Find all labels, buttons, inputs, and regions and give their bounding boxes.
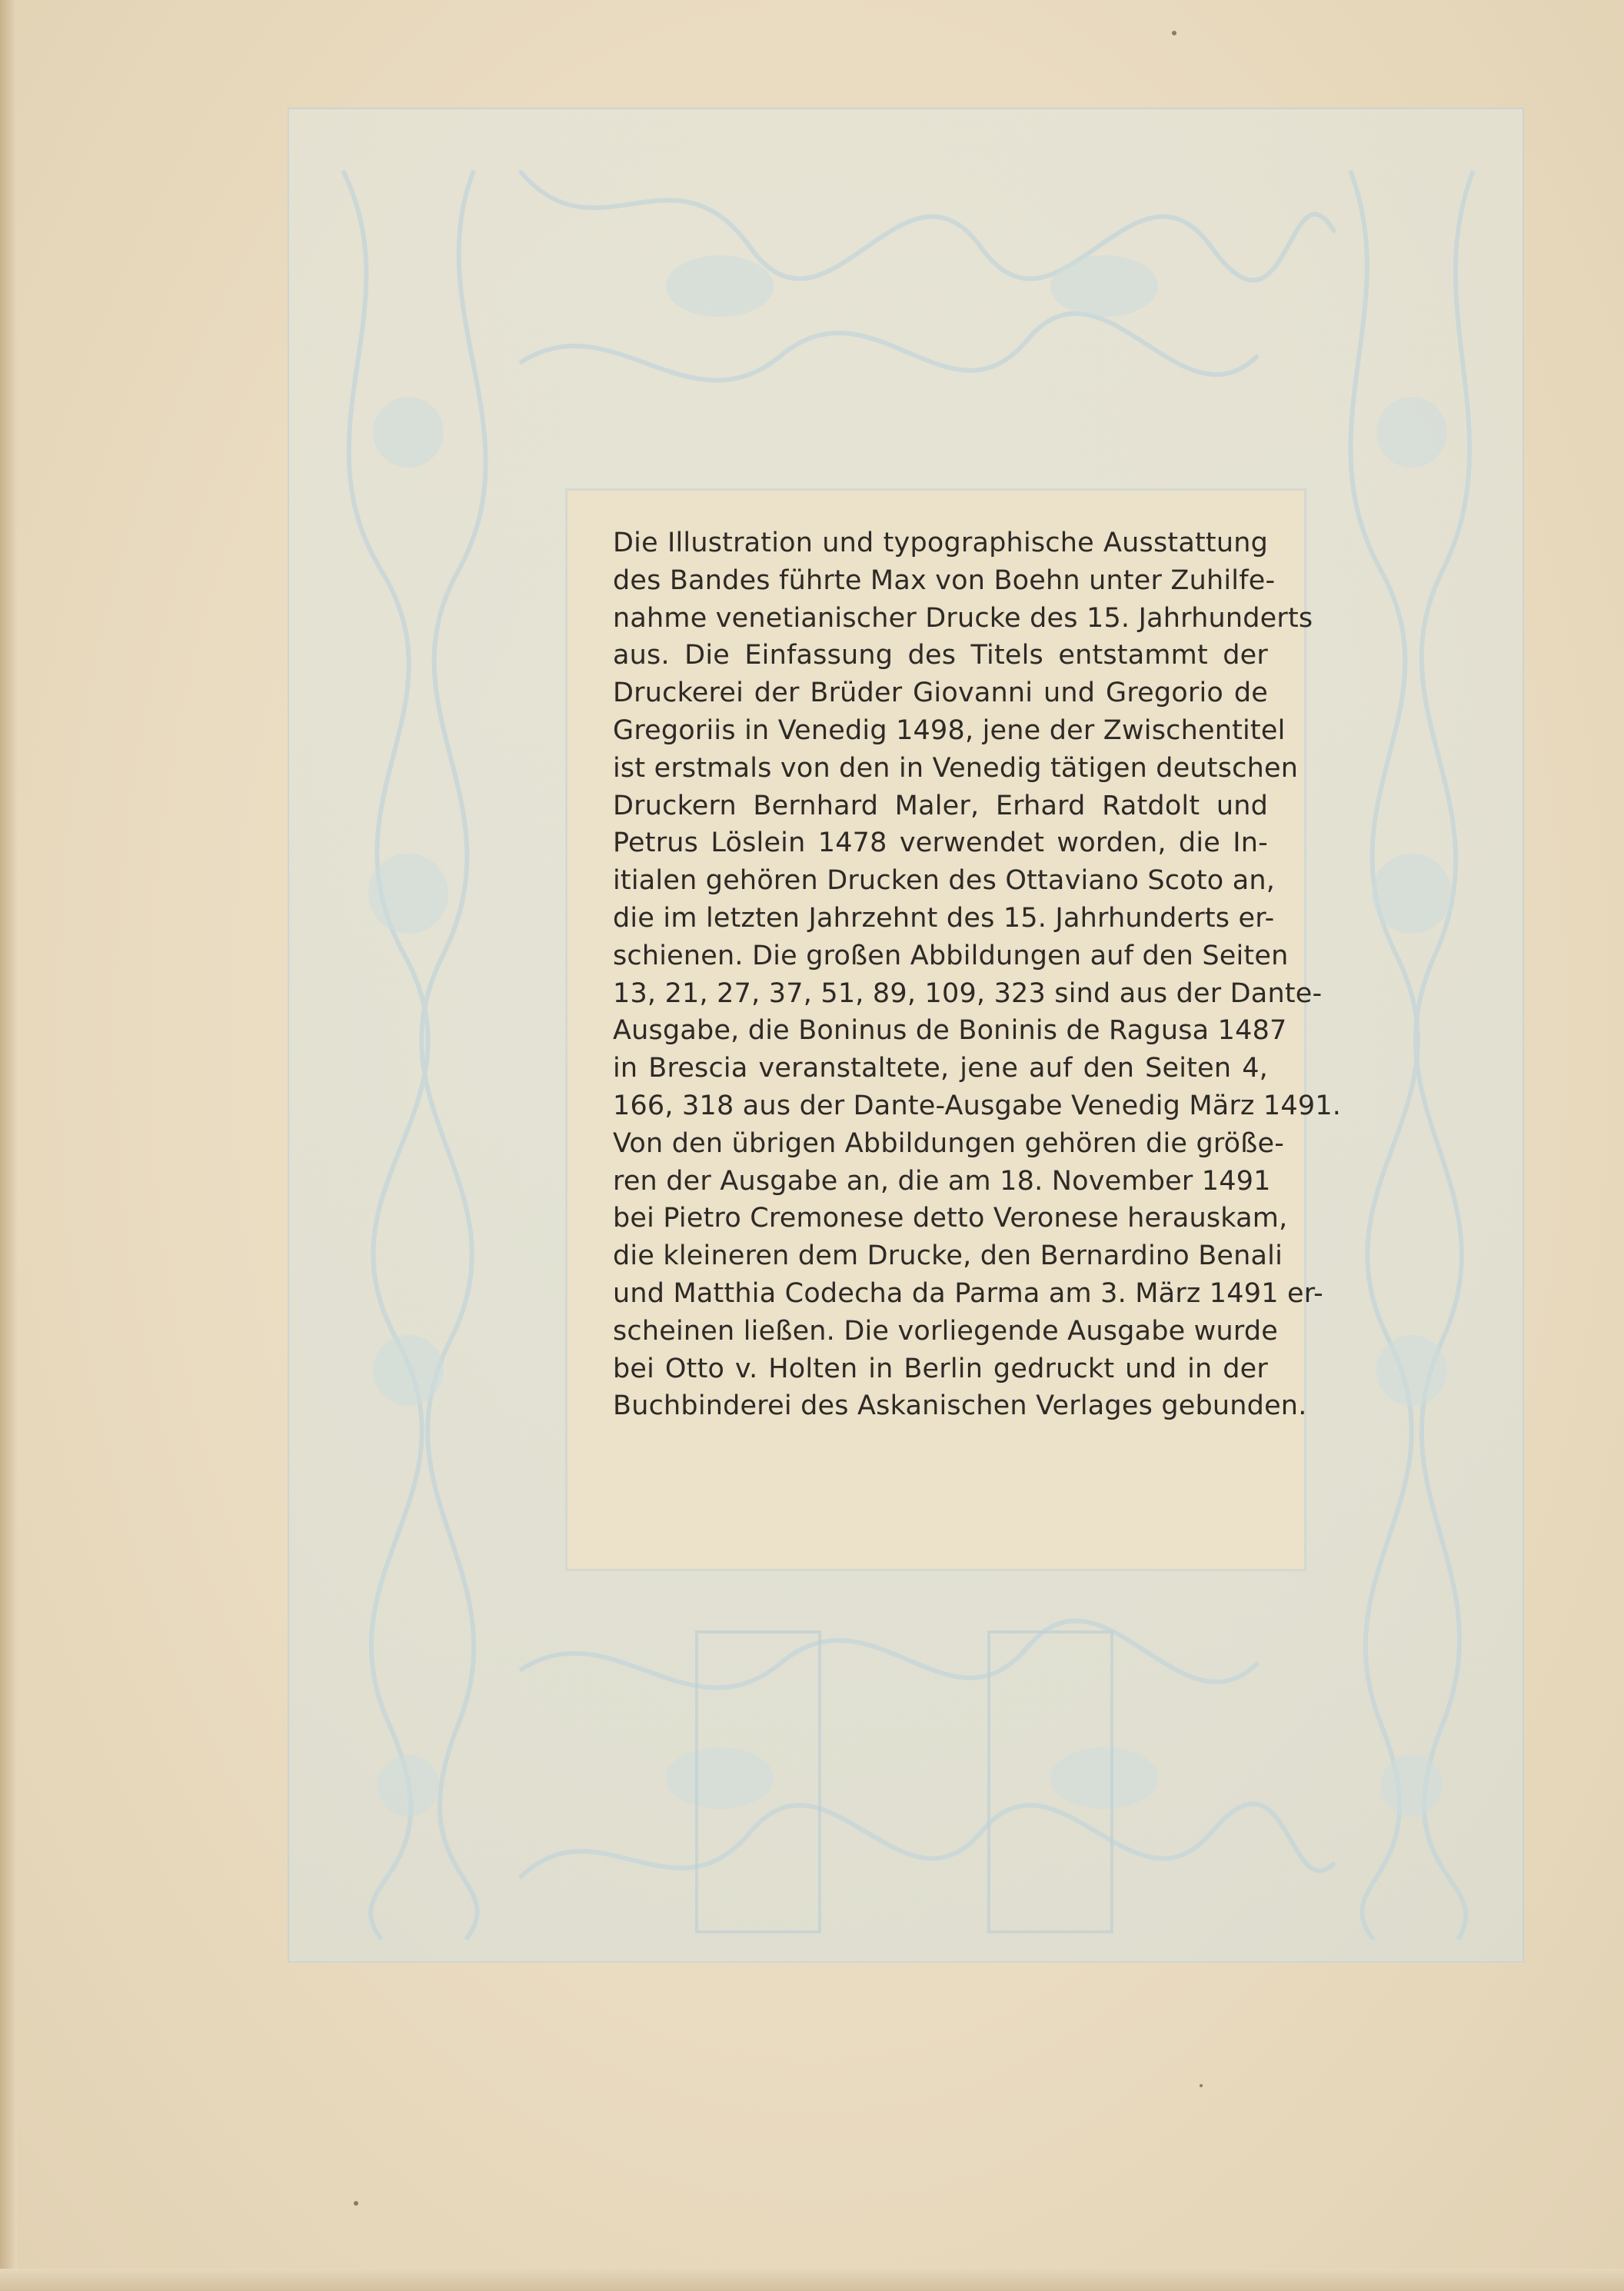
colophon-line: ren der Ausgabe an, die am 18. November 1491 — [613, 1165, 1271, 1197]
colophon-line: nahme venetianischer Drucke des 15. Jahrhunderts — [613, 602, 1313, 634]
colophon-line: bei Otto v. Holten in Berlin gedruckt und in der — [613, 1353, 1268, 1384]
colophon-line: die kleineren dem Drucke, den Bernardino Benali — [613, 1240, 1283, 1272]
colophon-line: bei Pietro Cremonese detto Veronese herauskam, — [613, 1203, 1288, 1234]
colophon-line: Druckerei der Brüder Giovanni und Gregorio de — [613, 678, 1268, 709]
colophon-line: Druckern Bernhard Maler, Erhard Ratdolt und — [613, 790, 1268, 821]
colophon-line: Gregoriis in Venedig 1498, jene der Zwischentitel — [613, 714, 1286, 746]
colophon-line: 13, 21, 27, 37, 51, 89, 109, 323 sind aus der Dante- — [613, 977, 1323, 1009]
colophon-line: Ausgabe, die Boninus de Boninis de Ragusa 1487 — [613, 1015, 1287, 1047]
colophon-line: ist erstmals von den in Venedig tätigen deutschen — [613, 752, 1299, 784]
page-edge-bottom — [0, 2269, 1624, 2291]
colophon-line: 166, 318 aus der Dante-Ausgabe Venedig März 1491. — [613, 1090, 1342, 1121]
colophon-line: aus. Die Einfassung des Titels entstammt der — [613, 640, 1268, 671]
colophon-line: Petrus Löslein 1478 verwendet worden, die In- — [613, 827, 1268, 859]
colophon-line: und Matthia Codecha da Parma am 3. März 1491 er- — [613, 1277, 1323, 1309]
page-edge-left — [0, 0, 17, 2291]
paper-speck — [354, 2201, 358, 2206]
colophon-line: scheinen ließen. Die vorliegende Ausgabe wurde — [613, 1315, 1279, 1347]
colophon-line: Die Illustration und typographische Ausstattung — [613, 528, 1268, 558]
colophon-line: Buchbinderei des Askanischen Verlages gebunden. — [613, 1390, 1307, 1422]
colophon-line: in Brescia veranstaltete, jene auf den Seiten 4, — [613, 1053, 1268, 1084]
paper-speck — [1200, 2084, 1203, 2087]
paper-speck — [1172, 31, 1176, 35]
colophon-line: itialen gehören Drucken des Ottaviano Scoto an, — [613, 865, 1276, 897]
colophon-line: des Bandes führte Max von Boehn unter Zuhilfe- — [613, 564, 1276, 596]
colophon-text — [613, 524, 1342, 1425]
colophon-line: Von den übrigen Abbildungen gehören die größe- — [613, 1127, 1285, 1159]
colophon-line: die im letzten Jahrzehnt des 15. Jahrhunderts er- — [613, 902, 1275, 934]
colophon-line: schienen. Die großen Abbildungen auf den Seiten — [613, 940, 1289, 971]
